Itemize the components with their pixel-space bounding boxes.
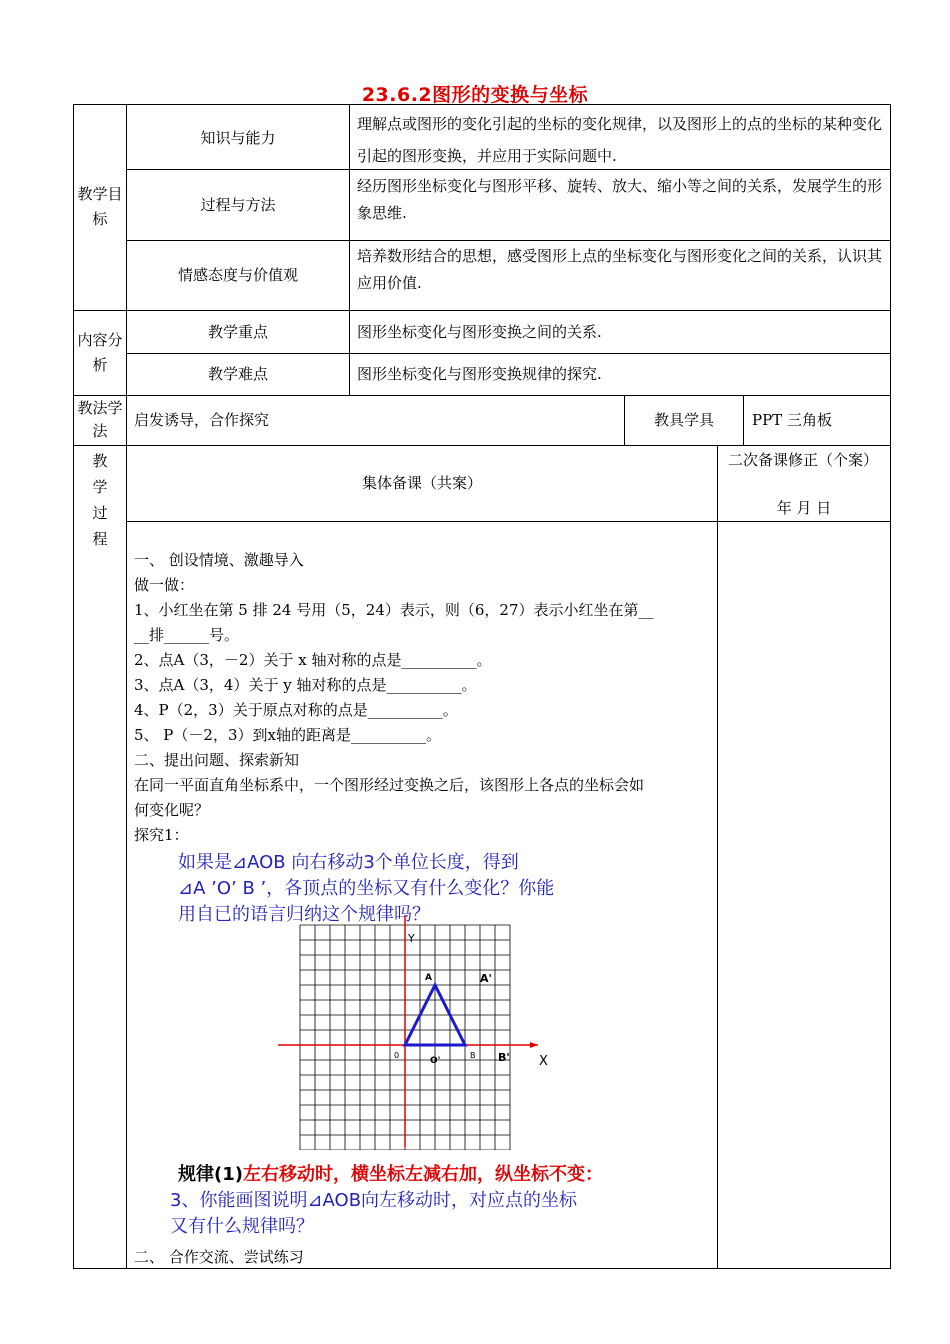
analysis-name-difficult: 教学难点 (207, 365, 268, 383)
explore-text: 如果是⊿AOB 向右移动3个单位长度，得到 (178, 852, 519, 873)
tools-label: 教具学具 (653, 411, 714, 429)
point-a-label: A (425, 973, 432, 983)
objective-name-attitude: 情感态度与价值观 (177, 266, 298, 284)
objectives-label: 教学目标 (77, 185, 123, 228)
objective-content-attitude: 培养数形结合的思想，感受图形上点的坐标变化与图形变化之间的关系，认识其应用价值. (357, 247, 883, 292)
body-line: 二、 合作交流、尝试练习 (134, 1248, 304, 1266)
rule-prefix: 规律(1) (178, 1164, 243, 1185)
objective-content-knowledge: 理解点或图形的变化引起的坐标的变化规律，以及图形上的点的坐标的某种变化引起的图形变换，并应用于实际问题中. (357, 115, 883, 165)
method-content: 启发诱导，合作探究 (134, 411, 270, 429)
point-a-prime-label: A' (480, 972, 492, 985)
point-b-label: B (470, 1051, 476, 1060)
question-text: 又有什么规律吗？ (170, 1216, 314, 1237)
body-line: 一、 创设情境、激趣导入 (134, 551, 304, 569)
method-label: 教法学法 (77, 399, 123, 440)
body-line: 何变化呢？ (134, 801, 210, 819)
analysis-content-difficult: 图形坐标变化与图形变换规律的探究. (357, 365, 602, 383)
second-header: 二次备课修正（个案） (728, 451, 879, 469)
rule-text (178, 1160, 603, 1186)
x-axis-arrow (530, 1042, 538, 1048)
point-b-prime-label: B' (498, 1051, 510, 1064)
explore-text: 用自已的语言归纳这个规律吗？ (178, 904, 430, 925)
body-line: 做一做： (134, 576, 195, 594)
x-axis-label: X (539, 1054, 548, 1069)
objective-content-process: 经历图形坐标变化与图形平移、旋转、放大、缩小等之间的关系，发展学生的形象思维. (357, 177, 883, 222)
body-line: 在同一平面直角坐标系中，一个图形经过变换之后，该图形上各点的坐标会如 (134, 776, 645, 794)
collective-header: 集体备课（共案） (361, 474, 482, 492)
origin-label: 0 (394, 1051, 400, 1060)
tools-content: PPT 三角板 (752, 411, 832, 429)
body-line: 探究1： (134, 826, 189, 844)
analysis-label: 内容分析 (77, 331, 123, 374)
body-line: __排______号。 (134, 626, 240, 644)
question-text: 3、你能画图说明⊿AOB向左移动时，对应点的坐标 (170, 1190, 578, 1211)
page-title: 23.6.2图形的变换与坐标 (361, 84, 589, 106)
coordinate-figure (270, 915, 570, 1150)
body-line: 二、提出问题、探索新知 (134, 751, 300, 769)
y-axis-label: Y (408, 932, 415, 945)
objective-name-knowledge: 知识与能力 (200, 129, 276, 147)
date-line: 年 月 日 (776, 499, 832, 517)
body-line: 4、P（2，3）关于原点对称的点是__________。 (134, 701, 458, 719)
explore-text: ⊿A ’O’ B ’，各顶点的坐标又有什么变化？你能 (178, 878, 555, 899)
point-o-prime-label: O' (430, 1056, 441, 1066)
process-label: 教学过程 (92, 452, 108, 548)
body-line: 2、点A（3，－2）关于 x 轴对称的点是__________。 (134, 651, 492, 669)
body-line: 3、点A（3，4）关于 y 轴对称的点是__________。 (134, 676, 477, 694)
objective-name-process: 过程与方法 (200, 196, 276, 214)
body-line: 1、小红坐在第 5 排 24 号用（5，24）表示，则（6，27）表示小红坐在第__ (134, 601, 654, 619)
rule-body: 左右移动时，横坐标左减右加，纵坐标不变： (242, 1164, 603, 1185)
analysis-content-key: 图形坐标变化与图形变换之间的关系. (357, 323, 602, 341)
body-line: 5、 P（－2，3）到x轴的距离是__________。 (134, 726, 441, 744)
analysis-name-key: 教学重点 (207, 323, 268, 341)
